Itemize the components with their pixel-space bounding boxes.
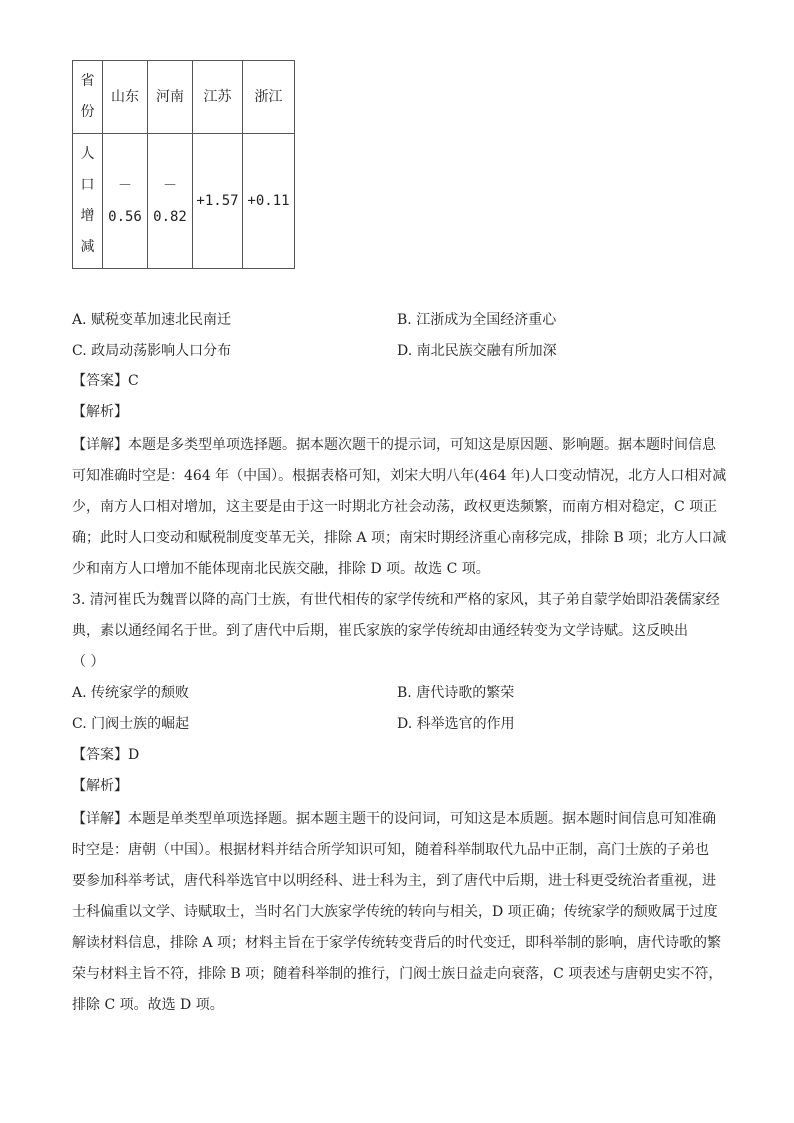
q2-detail-line: 【详解】本题是多类型单项选择题。据本题次题干的提示词，可知这是原因题、影响题。据本题时间信息	[72, 437, 716, 453]
province-cell: 山东	[103, 61, 148, 134]
q3-stem-line: 典，素以通经闻名于世。到了唐代中后期，崔氏家族的家学传统却由通经转变为文学诗赋。这反映出	[72, 623, 688, 639]
province-cell: 江苏	[193, 61, 243, 134]
q2-analysis-label: 【解析】	[72, 404, 128, 420]
province-cell: 浙江	[243, 61, 295, 134]
q2-option-d: D. 南北民族交融有所加深	[397, 343, 557, 359]
value-number: +0.11	[247, 192, 290, 209]
q3-option-c: C. 门阀士族的崛起	[72, 716, 190, 732]
q3-detail-line: 【详解】本题是单类型单项选择题。据本题主题干的设问词，可知这是本质题。据本题时间信息可知准确	[72, 811, 716, 827]
q2-answer: 【答案】C	[72, 373, 139, 389]
q3-detail-line: 士科偏重以文学、诗赋取士，当时名门大族家学传统的转向与相关，D 项正确；传统家学的颓败属于过度	[72, 904, 718, 920]
population-table	[72, 60, 295, 269]
q2-detail-line: 可知准确时空是：464 年（中国）。根据表格可知，刘宋大明八年(464 年)人口变动情况，北方人口相对减	[72, 468, 727, 484]
q2-detail-line: 确；此时人口变动和赋税制度变革无关，排除 A 项；南宋时期经济重心南移完成，排除 B 项；北方人口减	[72, 530, 727, 546]
value-number: 0.82	[153, 208, 187, 225]
q2-option-c: C. 政局动荡影响人口分布	[72, 343, 232, 359]
q3-option-a: A. 传统家学的颓败	[72, 685, 190, 701]
row-label-char: 增	[80, 208, 95, 224]
value-cell	[103, 134, 148, 269]
row-label-char: 人	[80, 146, 95, 162]
q3-detail-line: 荣与材料主旨不符，排除 B 项；随着科举制的推行，门阀士族日益走向衰落，C 项表述与唐朝史实不符，	[72, 966, 723, 982]
header-label-char: 份	[80, 104, 95, 120]
q3-option-d: D. 科举选官的作用	[397, 716, 515, 732]
q2-detail-line: 少，南方人口相对增加，这主要是由于这一时期北方社会动荡，政权更迭频繁，而南方相对稳定，C 项正	[72, 499, 718, 515]
q2-option-b: B. 江浙成为全国经济重心	[397, 312, 557, 328]
row-label-char: 口	[80, 177, 95, 193]
value-cell	[243, 134, 295, 269]
q3-analysis-label: 【解析】	[72, 778, 128, 794]
q3-stem-line: （ ）	[72, 654, 105, 670]
q3-stem-line: 3. 清河崔氏为魏晋以降的高门士族，有世代相传的家学传统和严格的家风，其子弟自蒙学始即沿袭儒家经	[72, 592, 720, 608]
q2-detail-line: 少和南方人口增加不能体现南北民族交融，排除 D 项。故选 C 项。	[72, 561, 490, 577]
q3-option-b: B. 唐代诗歌的繁荣	[397, 685, 515, 701]
q3-detail-line: 排除 C 项。故选 D 项。	[72, 997, 224, 1013]
q2-option-a: A. 赋税变革加速北民南迁	[72, 312, 232, 328]
row-label-cell	[73, 134, 103, 269]
row-label-char: 减	[80, 239, 95, 255]
header-label-char: 省	[80, 73, 95, 89]
value-number: +1.57	[196, 192, 239, 209]
value-cell	[193, 134, 243, 269]
q3-answer: 【答案】D	[72, 747, 140, 763]
q3-detail-line: 解读材料信息，排除 A 项；材料主旨在于家学传统转变背后的时代变迁，即科举制的影响，唐代诗歌的繁	[72, 935, 722, 951]
value-sign: －	[118, 177, 132, 194]
province-cell: 河南	[148, 61, 193, 134]
value-number: 0.56	[108, 208, 142, 225]
value-sign: －	[163, 177, 177, 194]
table-data-row	[73, 134, 295, 269]
q3-detail-line: 时空是：唐朝（中国）。根据材料并结合所学知识可知，随着科举制取代九品中正制，高门士族的子弟也	[72, 842, 709, 858]
header-label-cell	[73, 61, 103, 134]
value-cell	[148, 134, 193, 269]
table-header-row	[73, 61, 295, 134]
q3-detail-line: 要参加科举考试，唐代科举选官中以明经科、进士科为主，到了唐代中后期，进士科更受统治者重视，进	[72, 873, 716, 889]
